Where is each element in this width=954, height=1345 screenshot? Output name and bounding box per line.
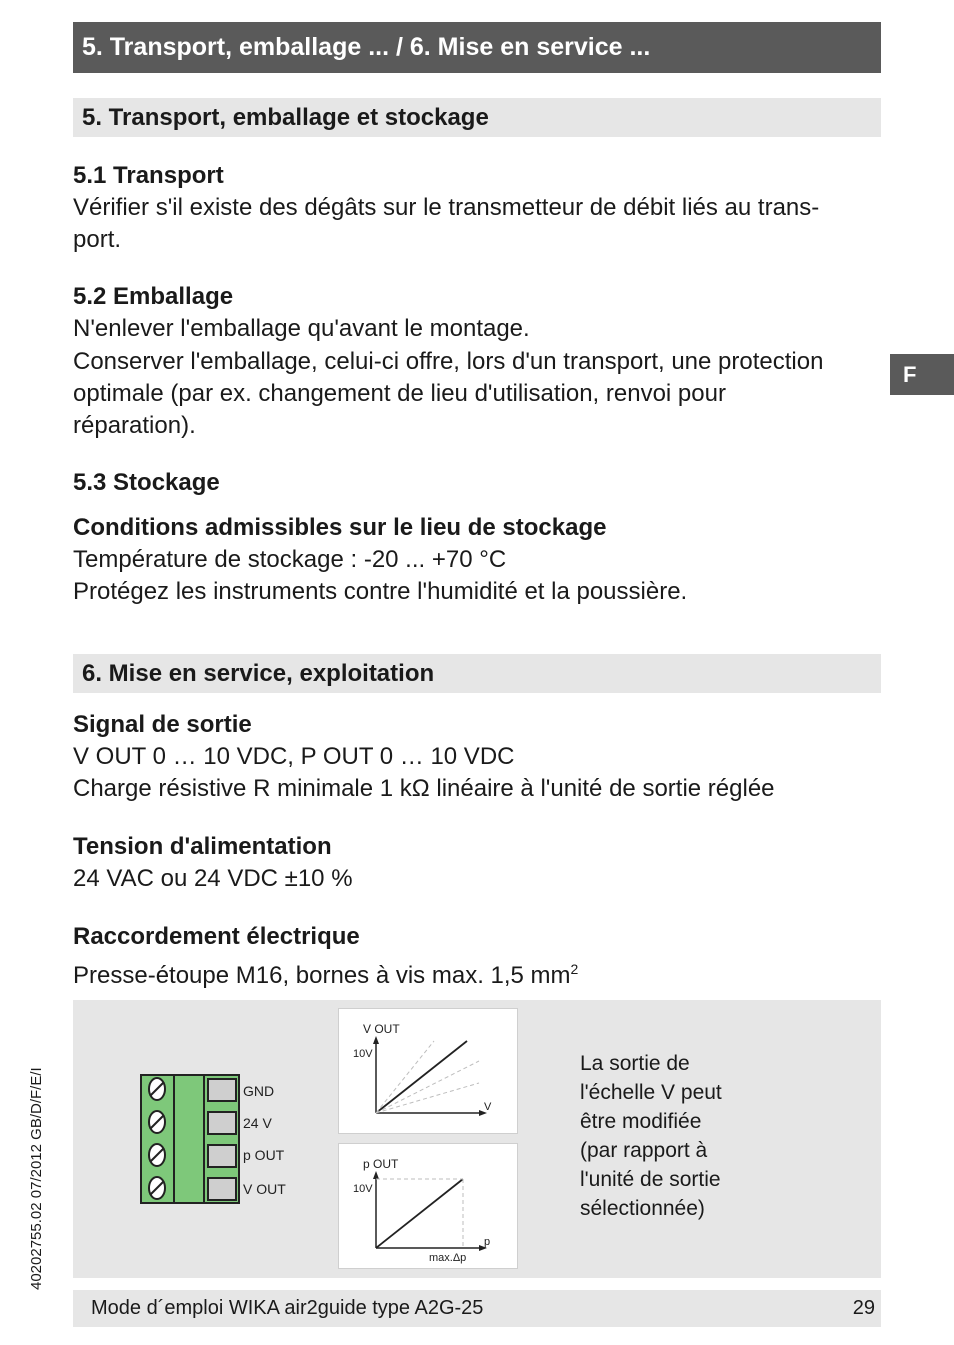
page-footer <box>73 1290 881 1327</box>
signal-text-1: V OUT 0 … 10 VDC, P OUT 0 … 10 VDC <box>73 743 515 770</box>
pout-graph <box>338 1143 518 1269</box>
figure-note-line: sélectionnée) <box>580 1197 705 1220</box>
emballage-text-3: optimale (par ex. changement de lieu d'utilisation, renvoi pour <box>73 380 726 407</box>
terminal-socket <box>208 1178 236 1200</box>
pout-graph-line <box>376 1179 463 1248</box>
stockage-text-1: Température de stockage : -20 ... +70 °C <box>73 546 507 573</box>
screw-icon <box>149 1177 165 1199</box>
tension-text: 24 VAC ou 24 VDC ±10 % <box>73 865 353 892</box>
figure-note-line: La sortie de <box>580 1052 690 1075</box>
figure-note-line: être modifiée <box>580 1110 702 1133</box>
terminal-body <box>174 1075 204 1203</box>
stockage-subheading: Conditions admissibles sur le lieu de stockage <box>73 514 607 541</box>
emballage-heading: 5.2 Emballage <box>73 283 234 310</box>
document-code: 40202755.02 07/2012 GB/D/F/E/I <box>28 1067 45 1290</box>
pout-graph-xlabel: p <box>484 1236 491 1248</box>
emballage-text-2: Conserver l'emballage, celui-ci offre, lors d'un transport, une protection <box>73 348 824 375</box>
section-6-title: 6. Mise en service, exploitation <box>73 654 881 693</box>
raccordement-text <box>73 953 873 992</box>
terminal-label-24v: 24 V <box>243 1115 272 1131</box>
figure-note-line: (par rapport à <box>580 1139 708 1162</box>
vout-graph-dashed-line <box>376 1041 434 1113</box>
raccordement-superscript: 2 <box>570 961 579 977</box>
vout-graph-line <box>376 1041 467 1113</box>
language-tab: F <box>890 354 954 395</box>
section-5-title: 5. Transport, emballage et stockage <box>73 98 881 137</box>
terminal-label-vout: V OUT <box>243 1181 286 1197</box>
screw-icon <box>149 1078 165 1100</box>
footer-title: Mode d´emploi WIKA air2guide type A2G-25 <box>91 1297 484 1319</box>
tension-heading: Tension d'alimentation <box>73 833 332 860</box>
stockage-text-2: Protégez les instruments contre l'humidité et la poussière. <box>73 578 688 605</box>
emballage-text-1: N'enlever l'emballage qu'avant le montage. <box>73 315 530 342</box>
screw-icon <box>149 1111 165 1133</box>
terminal-socket <box>208 1112 236 1134</box>
raccordement-text-main: Presse-étoupe M16, bornes à vis max. 1,5 mm <box>73 962 571 989</box>
vout-graph <box>338 1008 518 1134</box>
pout-graph-y-arrow <box>373 1171 379 1179</box>
terminal-socket <box>208 1079 236 1101</box>
figure-note <box>580 1049 780 1223</box>
vout-graph-ylabel: V OUT <box>363 1022 400 1036</box>
vout-graph-xlabel: V <box>484 1101 492 1113</box>
pout-graph-xtick: max.Δp <box>429 1252 467 1264</box>
transport-heading: 5.1 Transport <box>73 162 224 189</box>
figure-note-line: l'échelle V peut <box>580 1081 722 1104</box>
transport-text-1: Vérifier s'il existe des dégâts sur le transmetteur de débit liés au trans- <box>73 194 820 221</box>
transport-text-2: port. <box>73 226 122 253</box>
stockage-heading: 5.3 Stockage <box>73 469 220 496</box>
raccordement-heading: Raccordement électrique <box>73 923 360 950</box>
screw-icon <box>149 1144 165 1166</box>
terminal-socket <box>208 1145 236 1167</box>
signal-text-2: Charge résistive R minimale 1 kΩ linéaire à l'unité de sortie réglée <box>73 775 775 802</box>
terminal-label-gnd: GND <box>243 1083 275 1099</box>
terminal-block-diagram <box>139 1072 299 1212</box>
vout-graph-y-arrow <box>373 1036 379 1044</box>
terminal-label-pout: p OUT <box>243 1147 285 1163</box>
pout-graph-ylabel: p OUT <box>363 1157 399 1171</box>
signal-heading: Signal de sortie <box>73 711 252 738</box>
page-header: 5. Transport, emballage ... / 6. Mise en service ... <box>73 22 881 73</box>
vout-graph-ytick: 10V <box>353 1048 373 1060</box>
pout-graph-ytick: 10V <box>353 1183 373 1195</box>
emballage-text-4: réparation). <box>73 412 196 439</box>
figure-note-line: l'unité de sortie <box>580 1168 721 1191</box>
page-number: 29 <box>852 1297 875 1319</box>
